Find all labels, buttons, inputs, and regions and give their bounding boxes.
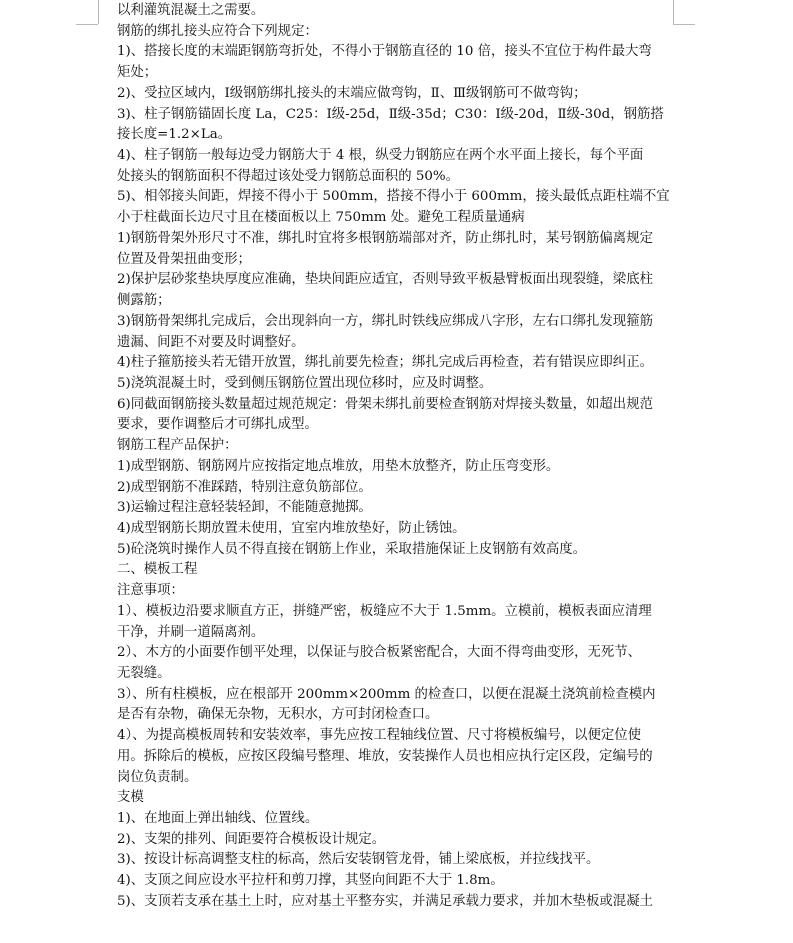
text-line: 1）、模板边沿要求顺直方正，拼缝严密，板缝应不大于 1.5mm。立模前，模板表面应清理	[117, 603, 652, 619]
text-line: 以利灌筑混凝土之需要。	[117, 3, 265, 18]
text-line: 4)柱子箍筋接头若无错开放置，绑扎前要先检查；绑扎完成后再检查，若有错误应即纠正。	[117, 355, 653, 371]
text-line: 1)、搭接长度的末端距钢筋弯折处，不得小于钢筋直径的 10 倍，接头不宜位于构件最大弯	[117, 44, 652, 60]
text-line: 5)、相邻接头间距，焊接不得小于 500mm，搭接不得小于 600mm，接头最低点距柱端不宜	[117, 189, 670, 205]
text-line: 2）、木方的小面要作刨平处理，以保证与胶合板紧密配合，大面不得弯曲变形，无死节、	[117, 645, 642, 661]
section-heading: 二、模板工程	[117, 562, 198, 578]
section-heading: 支模	[117, 790, 144, 806]
text-line: 无裂缝。	[117, 666, 171, 681]
text-line: 1)、在地面上弹出轴线、位置线。	[117, 811, 319, 827]
text-line: 侧露筋；	[117, 293, 171, 309]
text-line: 干净，并刷一道隔离剂。	[117, 624, 265, 640]
text-line: 2)成型钢筋不准踩踏，特别注意负筋部位。	[117, 479, 372, 495]
text-line: 4)、柱子钢筋一般每边受力钢筋大于 4 根，纵受力钢筋应在两个水平面上接长，每个平面	[117, 148, 644, 164]
text-line: 要求，要作调整后才可绑扎成型。	[117, 417, 318, 433]
text-line: 小于柱截面长边尺寸且在楼面板以上 750mm 处。避免工程质量通病	[117, 210, 525, 226]
text-line: 1)钢筋骨架外形尺寸不准，绑扎时宜将多根钢筋端部对齐，防止绑扎时，某号钢筋偏离规定	[117, 230, 653, 246]
text-line: 5)、支顶若支承在基土上时，应对基土平整夯实，并满足承载力要求，并加木垫板或混凝土	[117, 893, 653, 909]
text-line: 2)保护层砂浆垫块厚度应准确，垫块间距应适宜，否则导致平板悬臂板面出现裂缝，梁底柱	[117, 272, 653, 288]
text-line: 3)、柱子钢筋锚固长度 La，C25：Ⅰ级-25d，Ⅱ级-35d；C30：Ⅰ级-20d，Ⅱ级-30d，钢筋搭	[117, 106, 664, 122]
text-line: 3）、所有柱模板，应在根部开 200mm×200mm 的检查口，以便在混凝土浇筑前检查模内	[117, 686, 656, 702]
text-line: 6)同截面钢筋接头数量超过规范规定：骨架未绑扎前要检查钢筋对焊接头数量，如超出规范	[117, 396, 653, 412]
text-line: 1)成型钢筋、钢筋网片应按指定地点堆放，用垫木放整齐，防止压弯变形。	[117, 458, 560, 474]
text-line: 2)、支架的排列、间距要符合模板设计规定。	[117, 831, 386, 847]
text-line: 是否有杂物，确保无杂物，无积水，方可封闭检查口。	[117, 707, 439, 723]
text-line: 钢筋的绑扎接头应符合下列规定：	[117, 23, 318, 39]
text-line: 3)钢筋骨架绑扎完成后，会出现斜向一方，绑扎时铁线应绑成八字形，左右口绑扎发现箍筋	[117, 313, 653, 329]
text-line: 5)浇筑混凝土时，受到侧压钢筋位置出现位移时，应及时调整。	[117, 375, 493, 391]
text-line: 4）、为提高模板周转和安装效率，事先应按工程轴线位置、尺寸将模板编号，以便定位使	[117, 728, 642, 744]
section-heading: 注意事项：	[117, 583, 184, 599]
text-line: 2)、受拉区域内，Ⅰ级钢筋绑扎接头的末端应做弯钩，Ⅱ、Ⅲ级钢筋可不做弯钩；	[117, 85, 587, 101]
text-line: 3)运输过程注意轻装轻卸，不能随意抛掷。	[117, 500, 372, 516]
text-line: 5)砼浇筑时操作人员不得直接在钢筋上作业，采取措施保证上皮钢筋有效高度。	[117, 541, 587, 557]
crop-mark-top-left-horizontal	[76, 24, 98, 25]
text-line: 岗位负责制。	[117, 769, 198, 785]
text-line: 处接头的钢筋面积不得超过该处受力钢筋总面积的 50%。	[117, 168, 460, 184]
document-body	[117, 1, 677, 913]
text-line: 位置及骨架扭曲变形；	[117, 251, 251, 267]
section-heading: 钢筋工程产品保护：	[117, 438, 238, 454]
text-line: 矩处；	[117, 65, 158, 81]
text-line: 4)、支顶之间应设水平拉杆和剪刀撑，其竖向间距不大于 1.8m。	[117, 873, 504, 889]
text-line: 接长度=1.2×La。	[117, 127, 232, 143]
text-line: 用。拆除后的模板，应按区段编号整理、堆放，安装操作人员也相应执行定区段，定编号的	[117, 748, 653, 764]
text-line: 4)成型钢筋长期放置未使用，宜室内堆放垫好，防止锈蚀。	[117, 520, 466, 536]
text-line: 遗漏、间距不对要及时调整好。	[117, 334, 305, 350]
crop-mark-top-left-vertical	[98, 0, 99, 24]
text-line: 3)、按设计标高调整支柱的标高，然后安装钢管龙骨，铺上梁底板，并拉线找平。	[117, 852, 600, 868]
